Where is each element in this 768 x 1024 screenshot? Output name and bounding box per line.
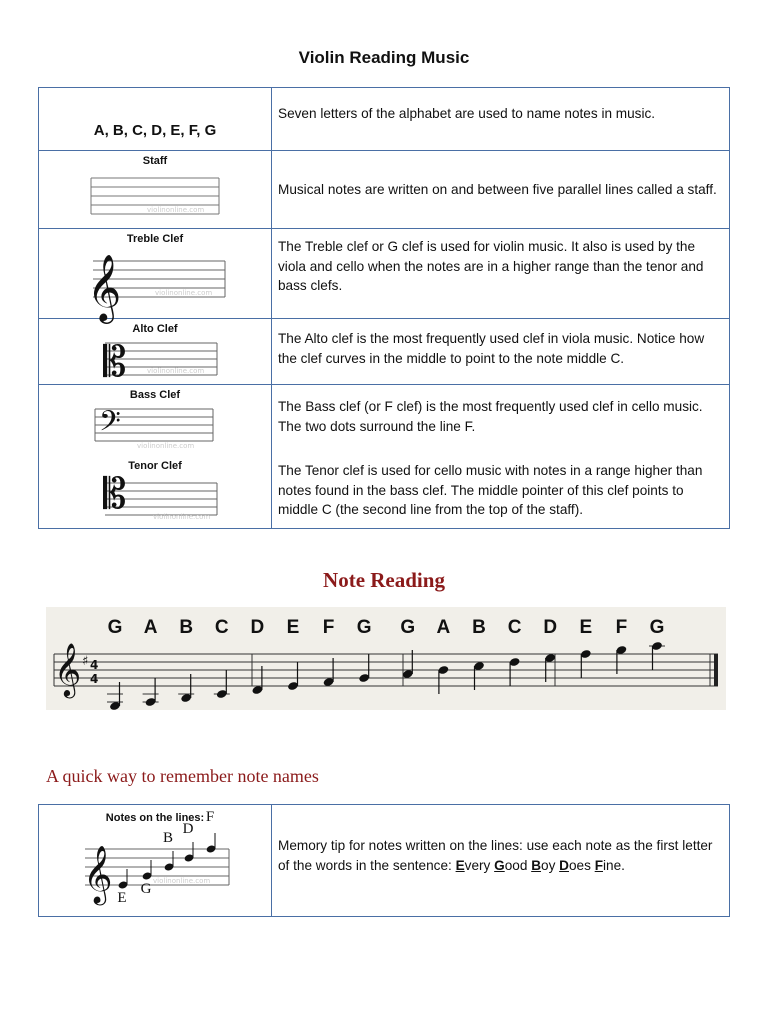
bass-description: The Bass clef (or F clef) is the most frequently used clef in cello music. The two dots surround the line F. bbox=[278, 399, 703, 434]
note-letter-label: G bbox=[400, 617, 416, 638]
mnemonic-word bbox=[494, 858, 531, 873]
mnemonic-initial: D bbox=[559, 857, 569, 873]
alto-clef-icon: 𝄡 bbox=[103, 337, 127, 386]
table-cell bbox=[272, 151, 730, 229]
treble-clef-caption: Treble Clef bbox=[126, 233, 184, 245]
tenor-clef-image bbox=[101, 469, 231, 523]
note-letter-label: G bbox=[107, 617, 123, 638]
table-cell bbox=[39, 319, 272, 385]
table-cell bbox=[272, 385, 730, 529]
memory-tip-prefix: Memory tip for notes written on the lines: use each note as the first letter of the words in the sentence: bbox=[278, 838, 713, 873]
note-letter-label: G bbox=[140, 881, 152, 897]
treble-watermark: violinonline.com bbox=[155, 289, 213, 297]
mnemonic-rest: oes bbox=[568, 857, 595, 873]
note-letters-label: A, B, C, D, E, F, G bbox=[93, 121, 217, 139]
row-description: Musical notes are written on and between five parallel lines called a staff. bbox=[278, 181, 717, 197]
note-letter-label: F bbox=[205, 809, 215, 825]
table-cell bbox=[39, 151, 272, 229]
note-letter-label: F bbox=[322, 617, 335, 638]
quick-way-heading: A quick way to remember note names bbox=[46, 766, 319, 786]
key-signature-sharp-icon: ♯ bbox=[82, 654, 89, 669]
table-cell bbox=[272, 319, 730, 385]
staff-image bbox=[89, 175, 229, 219]
time-signature-bottom: 4 bbox=[90, 672, 99, 686]
note-letter-label: D bbox=[182, 821, 194, 837]
note-letter-label: B bbox=[179, 617, 194, 638]
note-reading-staff bbox=[46, 607, 726, 710]
mnemonic-initial: G bbox=[494, 857, 505, 873]
treble-clef-icon: 𝄞 bbox=[87, 253, 122, 321]
mnemonic-rest: oy bbox=[541, 857, 560, 873]
note-reading-heading: Note Reading bbox=[323, 568, 445, 592]
table-cell bbox=[39, 229, 272, 319]
clef-table bbox=[38, 87, 730, 529]
table-row bbox=[39, 88, 730, 151]
mnemonic-initial: B bbox=[531, 857, 542, 873]
mnemonic-word bbox=[559, 858, 595, 873]
note-letter-label: E bbox=[286, 617, 300, 638]
alto-clef-image bbox=[101, 337, 231, 386]
bass-clef-image bbox=[91, 405, 221, 451]
row-description: Seven letters of the alphabet are used to name notes in music. bbox=[278, 106, 656, 122]
note-letter-label: B bbox=[162, 830, 174, 846]
table-row bbox=[39, 319, 730, 385]
table-row bbox=[39, 805, 730, 917]
note-letter-label: F bbox=[615, 617, 628, 638]
note-letter-label: B bbox=[472, 617, 486, 638]
bass-watermark: violinonline.com bbox=[137, 442, 195, 450]
row-description: The Alto clef is the most frequently used clef in viola music. Notice how the clef curves in the middle to point to the note middle C. bbox=[278, 331, 705, 366]
staff-caption: Staff bbox=[142, 155, 168, 167]
memory-tip-table bbox=[38, 804, 730, 917]
table-row bbox=[39, 151, 730, 229]
tenor-clef-caption: Tenor Clef bbox=[128, 460, 182, 472]
note-letter-label: E bbox=[579, 617, 593, 638]
page-title: Violin Reading Music bbox=[298, 48, 470, 67]
staff-watermark: violinonline.com bbox=[147, 206, 205, 214]
tenor-clef-icon: 𝄡 bbox=[103, 469, 127, 518]
table-cell bbox=[272, 229, 730, 319]
mnemonic-word bbox=[456, 858, 495, 873]
table-cell bbox=[272, 805, 730, 917]
mnemonic-rest: ine. bbox=[603, 857, 625, 873]
note-reading-sheet bbox=[46, 607, 726, 710]
note-letter-label: D bbox=[250, 617, 265, 638]
mnemonic-word bbox=[531, 858, 559, 873]
note-letter-label: A bbox=[436, 617, 451, 638]
time-signature-top: 4 bbox=[90, 658, 99, 672]
tenor-watermark: violinonline.com bbox=[153, 513, 211, 521]
note-letter-label: A bbox=[143, 617, 158, 638]
lines-treble-clef-icon: 𝄞 bbox=[83, 845, 113, 903]
mnemonic-rest: ood bbox=[504, 857, 532, 873]
row-description: The Treble clef or G clef is used for violin music. It also is used by the viola and cello when the notes are in a higher range than the tenor and bass clefs. bbox=[278, 239, 704, 294]
bass-clef-caption: Bass Clef bbox=[129, 389, 181, 401]
tenor-description: The Tenor clef is used for cello music with notes in a range higher than notes found in the bass clef. The middle pointer of this clef points to middle C (the second line from the top of the staff). bbox=[278, 463, 703, 517]
lines-caption: Notes on the lines: bbox=[105, 812, 205, 824]
memory-tip-text bbox=[278, 836, 723, 875]
final-barline bbox=[714, 654, 718, 686]
table-cell bbox=[272, 88, 730, 151]
note-letter-label: E bbox=[117, 890, 127, 906]
note-letter-label: C bbox=[507, 617, 522, 638]
mnemonic-rest: very bbox=[464, 857, 495, 873]
treble-clef-image bbox=[83, 249, 233, 321]
table-cell bbox=[39, 385, 272, 529]
note-letter-label: G bbox=[649, 617, 665, 638]
table-cell bbox=[39, 88, 272, 151]
bass-clef-icon: 𝄢 bbox=[99, 405, 121, 445]
table-row bbox=[39, 229, 730, 319]
mnemonic-initial: F bbox=[594, 857, 603, 873]
sheet-treble-clef-icon: 𝄞 bbox=[54, 642, 82, 696]
table-row bbox=[39, 385, 730, 529]
table-cell bbox=[39, 805, 272, 917]
mnemonic-initial: E bbox=[455, 857, 465, 873]
mnemonic-word bbox=[595, 858, 625, 873]
alto-watermark: violinonline.com bbox=[147, 367, 205, 375]
note-letter-label: C bbox=[214, 617, 229, 638]
note-letter-label: D bbox=[543, 617, 558, 638]
lines-watermark: violinonline.com bbox=[153, 877, 211, 885]
note-letter-label: G bbox=[356, 617, 372, 638]
alto-clef-caption: Alto Clef bbox=[132, 323, 178, 335]
